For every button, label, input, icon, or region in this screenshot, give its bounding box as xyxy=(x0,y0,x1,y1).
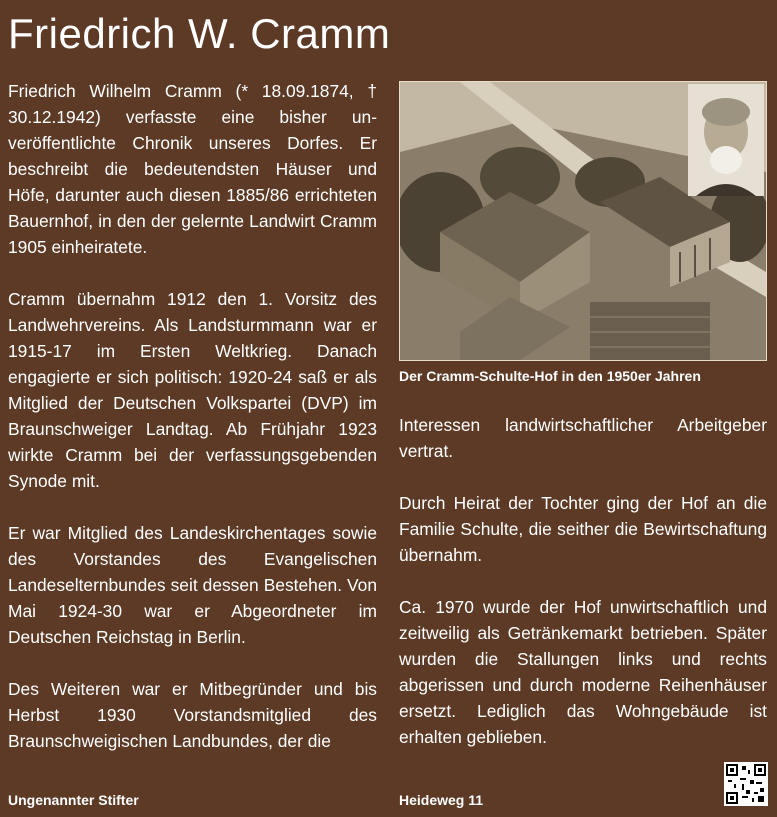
right-paragraph-2: Durch Heirat der Tochter ging der Hof an die Familie Schulte, die seither die Bewirtschaftung übernahm. xyxy=(399,493,767,565)
left-paragraph-2: Cramm übernahm 1912 den 1. Vorsitz des Landwehrvereins. Als Landsturmmann war er 1915-17 im Ersten Weltkrieg. Danach engagierte er sich politisch: 1920-24 saß er als Mitglied der Deutschen Volkspartei (DVP) im Braunschweiger Landtag. Ab Frühjahr 1923 wirkte Cramm bei der verfassungsgebenden Synode mit. xyxy=(8,289,377,491)
left-paragraph-1: Friedrich Wilhelm Cramm (* 18.09.1874, † 30.12.1942) verfasste eine bisher unveröffentlichte Chronik unseres Dorfes. Er beschreibt die bedeutendsten Häuser und Höfe, darunter auch diesen 1885/86 errichteten Bauernhof, in den der gelernte Landwirt Cramm 1905 einheiratete. xyxy=(8,81,377,257)
right-paragraph-3: Ca. 1970 wurde der Hof unwirtschaftlich und zeitweilig als Getränkemarkt betrieben. Später wurden die Stallungen links und rechts abgerissen und durch moderne Reihenhäuser ersetzt. Lediglich das Wohngebäude ist erhalten geblieben. xyxy=(399,597,767,747)
qr-code-icon[interactable] xyxy=(724,762,768,806)
sponsor-label: Ungenannter Stifter xyxy=(8,792,139,808)
right-paragraph-1: Interessen landwirtschaftlicher Arbeitgeber vertrat. xyxy=(399,415,767,461)
left-column xyxy=(8,78,377,754)
aerial-farm-image xyxy=(400,82,766,360)
left-paragraph-3: Er war Mitglied des Landeskirchentages sowie des Vorstandes des Evangelischen Landeselternbundes seit dessen Bestehen. Von Mai 1924-30 war er Abgeordneter im Deutschen Reichstag in Berlin. xyxy=(8,523,377,647)
address-label: Heideweg 11 xyxy=(399,792,484,808)
qr-code-graphic xyxy=(726,764,766,804)
page-title: Friedrich W. Cramm xyxy=(8,10,391,57)
photo-caption: Der Cramm-Schulte-Hof in den 1950er Jahren xyxy=(399,368,701,384)
left-paragraph-4: Des Weiteren war er Mitbegründer und bis Herbst 1930 Vorstandsmitglied des Braunschweigischen Landbundes, der die xyxy=(8,679,377,751)
farm-photo xyxy=(399,81,767,361)
right-column xyxy=(399,412,767,750)
